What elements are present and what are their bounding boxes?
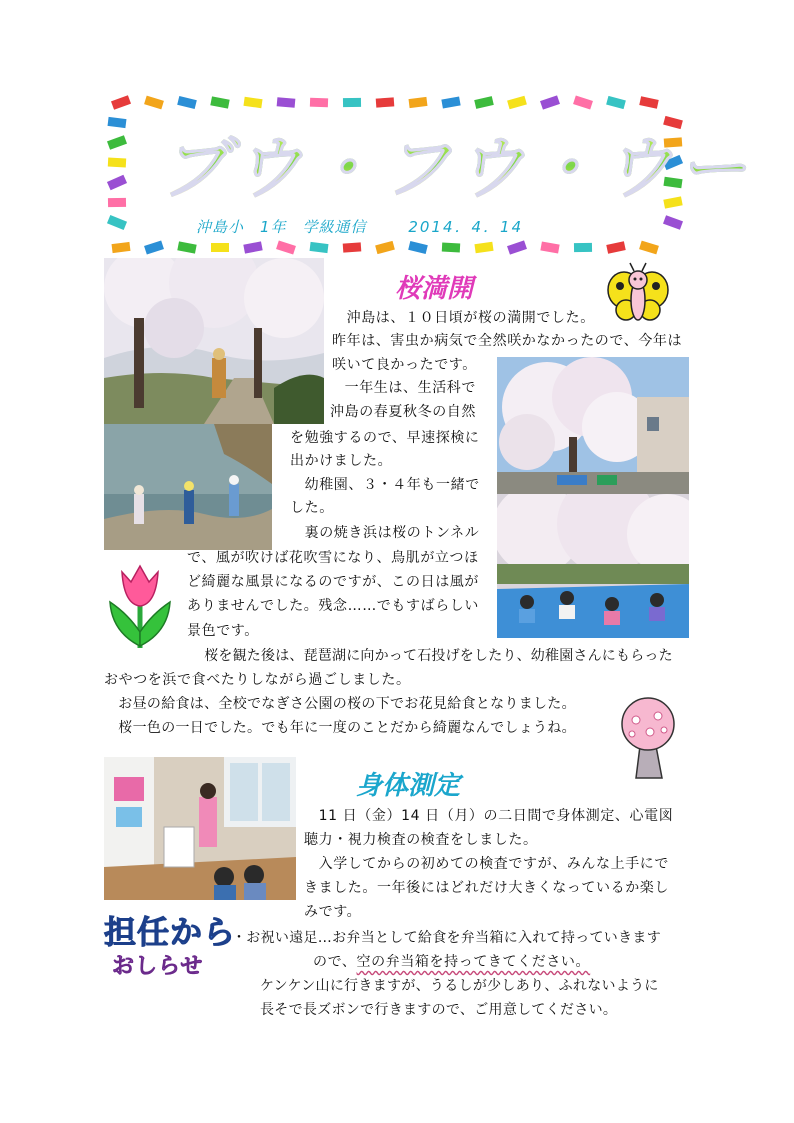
frame-piece (442, 243, 460, 253)
notice-line: 長そで長ズボンで行きますので、ご用意してください。 (260, 1002, 618, 1018)
measurement-line: 11 日（金）14 日（月）の二日間で身体測定、心電図 (304, 808, 674, 824)
sakura-line: 沖島の春夏秋冬の自然 (330, 404, 476, 420)
frame-piece (639, 241, 659, 255)
frame-piece (606, 241, 625, 254)
notice-logo (104, 912, 237, 990)
frame-piece (663, 116, 683, 129)
frame-piece (474, 242, 493, 253)
frame-piece (408, 241, 428, 254)
frame-piece (177, 241, 196, 253)
frame-piece (474, 96, 494, 109)
frame-piece (507, 96, 527, 110)
photo-lakeshore (104, 424, 272, 550)
frame-piece (211, 243, 229, 252)
frame-piece (663, 215, 683, 230)
frame-piece (376, 97, 395, 107)
frame-piece (310, 242, 329, 253)
frame-piece (276, 240, 296, 254)
frame-piece (107, 175, 127, 191)
notice-line (313, 951, 590, 975)
frame-piece (177, 96, 197, 109)
frame-piece (540, 95, 560, 109)
frame-piece (310, 98, 328, 108)
frame-piece (375, 241, 395, 254)
frame-piece (277, 97, 296, 108)
butterfly-clipart (606, 262, 670, 328)
frame-piece (343, 242, 362, 252)
sakura-line: 咲いて良かったです。 (332, 357, 477, 373)
frame-piece (112, 242, 131, 253)
sakura-line: 幼稚園、３・４年も一緒で (290, 477, 480, 493)
measurement-heading: 身体測定 (356, 771, 461, 801)
frame-piece (108, 198, 126, 207)
sakura-line: ど綺麗な風景になるのですが、この日は風が (187, 574, 479, 590)
notice-line: ケンケン山に行きますが、うるしが少しあり、ふれないように (260, 978, 659, 994)
notice-line2-prefix: ので、 (313, 954, 357, 970)
notice-logo-line2: おしらせ (112, 954, 204, 979)
newsletter-title: ブウ・フウ・ウー (160, 130, 753, 209)
measurement-line: きました。一年後にはどれだけ大きくなっているか楽し (304, 880, 669, 896)
frame-piece (343, 98, 361, 107)
sakura-line: 桜一色の一日でした。でも年に一度のことだから綺麗なんでしょうね。 (104, 720, 576, 736)
sakura-line: お昼の給食は、全校でなぎさ公園の桜の下でお花見給食となりました。 (104, 696, 576, 712)
sakura-line: 昨年は、害虫か病気で全然咲かなかったので、今年は (332, 333, 683, 349)
frame-piece (243, 97, 262, 108)
frame-piece (111, 95, 131, 110)
frame-piece (409, 97, 428, 108)
sakura-line: 桜を観た後は、琵琶湖に向かって石投げをしたり、幼稚園さんにもらった (190, 648, 673, 664)
frame-piece (507, 240, 527, 254)
sakura-line: を勉強するので、早速探検に (290, 430, 480, 446)
sakura-line: した。 (290, 500, 334, 516)
frame-piece (441, 97, 460, 109)
measurement-line: みです。 (304, 904, 362, 920)
frame-piece (107, 135, 127, 150)
frame-piece (574, 243, 592, 252)
frame-piece (107, 215, 127, 230)
measurement-line: 入学してからの初めての検査ですが、みんな上手にで (304, 856, 669, 872)
notice-logo-line1: 担任から (104, 913, 237, 951)
tulip-clipart (104, 562, 176, 650)
photo-picnic-under-cherry (497, 494, 689, 638)
notice-emphasis: 空の弁当箱を持ってきてください。 (356, 954, 591, 970)
frame-piece (540, 242, 559, 254)
photo-cherry-tree-houses (497, 357, 689, 494)
school-class-label: 沖島小 1年 学級通信 (196, 218, 367, 236)
sakura-line: おやつを浜で食べたりしながら過ごしました。 (104, 672, 411, 688)
photo-cherry-path (104, 258, 324, 424)
issue-date: 2014．4．14 (408, 218, 524, 236)
sakura-line: ありませんでした。残念……でもすばらしい (187, 598, 479, 614)
sakura-line: 景色です。 (187, 623, 259, 639)
sakura-line: で、風が吹けば花吹雪になり、鳥肌が立つほ (187, 550, 479, 566)
frame-piece (210, 96, 229, 108)
sakura-line: 裏の焼き浜は桜のトンネル (290, 525, 480, 541)
frame-piece (606, 96, 626, 109)
frame-piece (639, 96, 658, 109)
sakura-line: 一年生は、生活科で (330, 380, 476, 396)
frame-piece (243, 241, 262, 253)
cherry-tree-clipart (606, 696, 690, 780)
newsletter-subtitle (196, 216, 523, 237)
sakura-line: 出かけました。 (290, 453, 393, 469)
photo-classroom-measurement (104, 757, 296, 900)
sakura-line: 沖島は、１０日頃が桜の満開でした。 (332, 310, 595, 326)
frame-piece (144, 240, 164, 254)
frame-piece (144, 96, 164, 110)
frame-piece (108, 117, 127, 128)
measurement-line: 聴力・視力検査の検査をしました。 (304, 832, 538, 848)
frame-piece (108, 158, 126, 168)
frame-piece (573, 95, 593, 109)
notice-line: ・お祝い遠足…お弁当として給食を弁当箱に入れて持っていきます (232, 930, 661, 946)
sakura-heading: 桜満開 (395, 274, 474, 304)
